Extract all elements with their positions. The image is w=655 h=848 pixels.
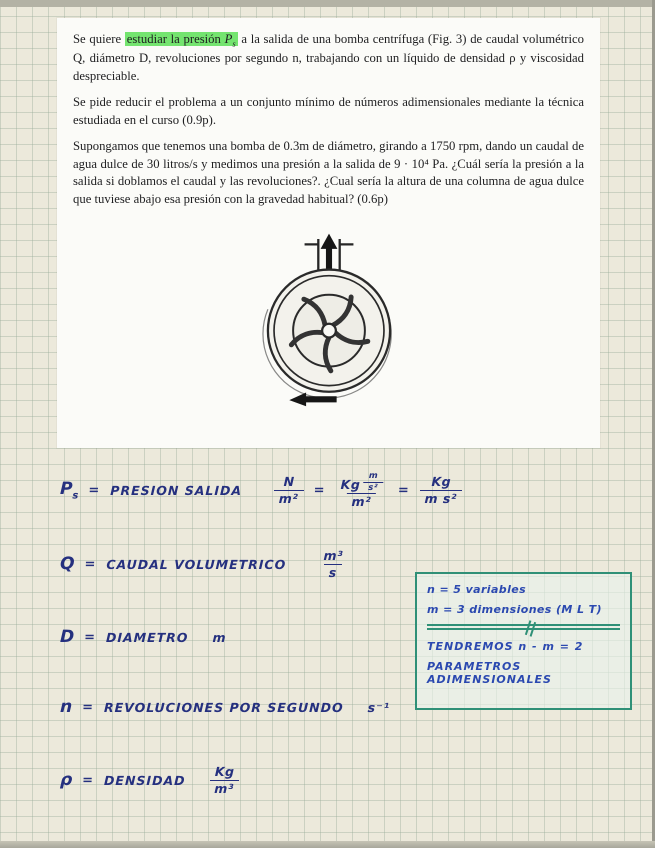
fraction-kg-ms2-m2: Kg $\frac{m}{\text{s²}}$ m²	[335, 472, 389, 509]
highlighted-phrase	[125, 32, 238, 49]
fraction-n-m2: $\frac{N}{\text{m²}}$	[274, 475, 305, 506]
p1-post: a la salida de una bomba centrífuga (Fig. 3) de caudal volumétrico Q, diámetro D, revoluciones por segundo n, trabajando con un líquido de densidad ρ y viscosidad despreciable.	[73, 32, 584, 83]
fraction-kg-m3: $\frac{Kg}{\text{m³}}$	[209, 765, 240, 796]
scan-edge-bottom	[0, 841, 655, 848]
var-ps	[60, 479, 79, 501]
double-rule-tick-icon	[525, 620, 536, 636]
equals-sign: =	[83, 629, 97, 645]
fraction-kg-ms2: $\frac{Kg}{\text{m s²}}$	[419, 475, 462, 506]
paragraph-3: Supongamos que tenemos una bomba de 0.3m de diámetro, girando a 1750 rpm, dando un caudal de agua dulce de 30 litros/s y medimos una presión a la salida de 9 · 10⁴ Pa. ¿Cuál sería la presión a la salida si doblamos el caudal y las revoluciones?. ¿Cual sería la altura de una columna de agua dulce que tuviese abajo esa presión con la gravedad habitual? (0.6p)	[73, 139, 584, 206]
note-densidad	[59, 765, 239, 796]
n-label: REVOLUCIONES POR SEGUNDO	[103, 699, 344, 715]
ps-letter: P	[59, 479, 73, 500]
equals-sign: =	[88, 482, 101, 498]
equals-sign: =	[313, 482, 326, 498]
p1-pre: Se quiere	[73, 32, 125, 46]
d-unit: m	[212, 629, 227, 645]
outlet-arrow-icon	[320, 234, 337, 270]
equals-sign: =	[81, 772, 95, 788]
paragraph-2: Se pide reducir el problema a un conjunto mínimo de números adimensionales mediante la técnica estudiada en el curso (0.9p).	[73, 95, 584, 127]
p1-highlight-text: estudiar la presión	[126, 32, 225, 46]
equals-sign: =	[397, 482, 411, 498]
equals-sign: =	[81, 699, 95, 715]
summary-parameters: PARAMETROS ADIMENSIONALES	[427, 660, 552, 686]
equals-sign: =	[84, 556, 97, 572]
mini-fraction-m-s2: $\frac{m}{\text{s²}}$	[363, 472, 383, 492]
summary-dimensions: m = 3 dimensiones (M L T)	[427, 603, 602, 616]
double-rule	[427, 624, 620, 630]
scan-edge-top	[0, 0, 655, 7]
note-revoluciones	[60, 697, 391, 717]
paragraph-1	[73, 31, 584, 85]
d-label: DIAMETRO	[105, 629, 189, 645]
summary-variables: n = 5 variables	[427, 583, 527, 596]
var-rho: ρ	[59, 770, 73, 791]
centrifugal-pump-figure	[245, 217, 413, 429]
note-diametro	[60, 627, 227, 647]
note-presion-salida	[59, 472, 462, 509]
dimensional-analysis-box	[415, 572, 632, 710]
summary-result: TENDREMOS n - m = 2	[427, 640, 584, 653]
var-d: D	[59, 627, 75, 647]
fraction-m3-s: $\frac{\text{m³}}{s}$	[323, 548, 344, 580]
n-unit: s⁻¹	[367, 699, 391, 715]
note-caudal	[59, 549, 348, 580]
figure-container	[73, 217, 584, 429]
ps-label: PRESION SALIDA	[110, 482, 243, 498]
q-label: CAUDAL VOLUMETRICO	[106, 556, 287, 572]
rho-label: DENSIDAD	[103, 772, 186, 788]
inlet-arrow-icon	[289, 393, 336, 407]
var-n: n	[59, 697, 73, 717]
p1-var-sub: s	[232, 38, 236, 49]
var-q: Q	[59, 554, 75, 575]
ps-subscript: s	[72, 490, 79, 502]
p1-var: P	[224, 32, 233, 46]
problem-statement-card	[57, 18, 600, 448]
